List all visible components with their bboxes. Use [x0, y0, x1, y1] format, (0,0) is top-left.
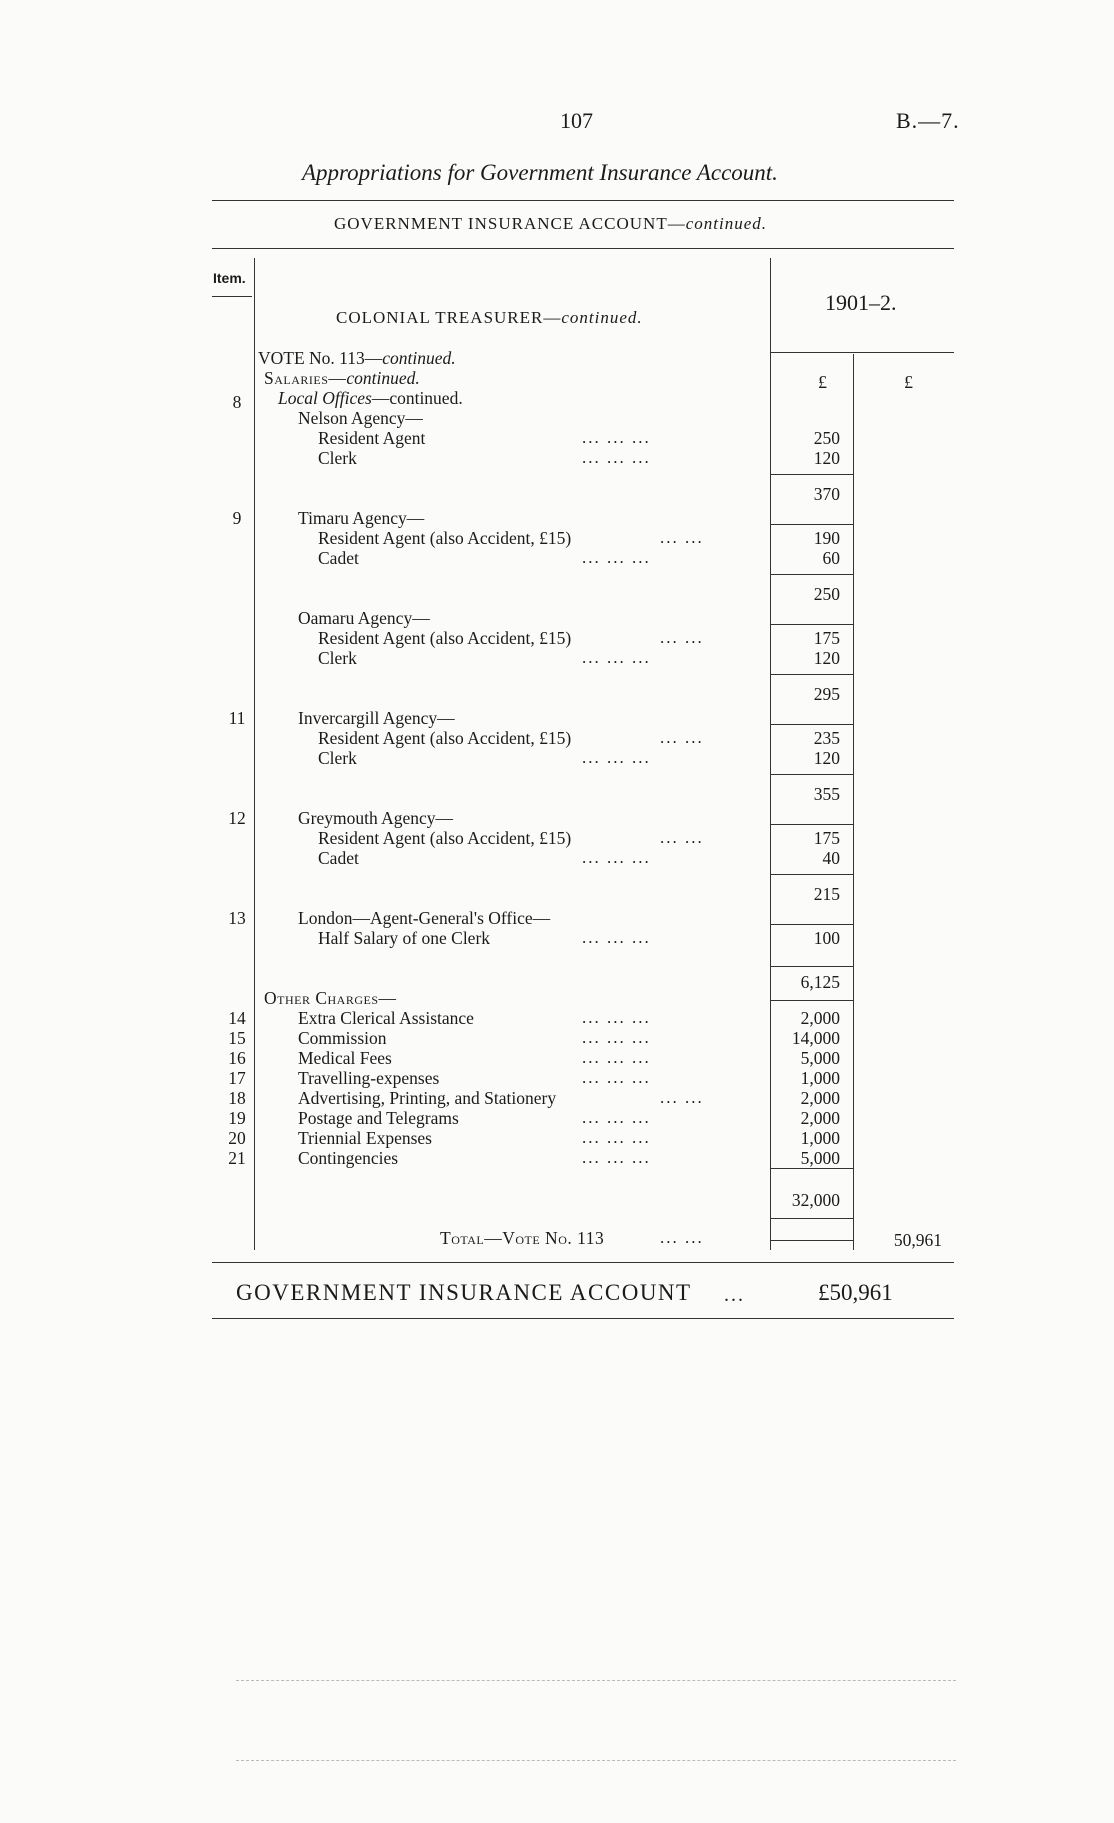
amount-rule	[770, 824, 854, 825]
grand-total-rule	[212, 1318, 954, 1319]
leader-dots: ... ... ...	[582, 1028, 651, 1047]
item-number: 8	[232, 392, 242, 412]
line-label: Resident Agent (also Accident, £15)	[318, 528, 572, 548]
item-number: 21	[228, 1148, 246, 1168]
grand-total-dots: ...	[724, 1284, 745, 1306]
item-number: 15	[228, 1028, 246, 1048]
item-number: 14	[228, 1008, 246, 1028]
local-offices-italic: Local Offices	[278, 388, 372, 408]
amount-rule	[770, 924, 854, 925]
amount-rule	[770, 524, 854, 525]
leader-dots: ... ... ...	[582, 428, 651, 447]
charge-amount: 14,000	[791, 1028, 840, 1048]
total-vote-dots: ... ...	[660, 1228, 704, 1247]
item-number: 11	[228, 708, 246, 728]
charge-amount: 1,000	[800, 1128, 840, 1148]
page-title: Appropriations for Government Insurance Account.	[302, 160, 778, 185]
line-label: Clerk	[318, 648, 357, 668]
colonial-treasurer-heading	[336, 308, 643, 328]
charge-amount: 5,000	[800, 1148, 840, 1168]
subtotal-rule	[770, 874, 854, 875]
line-label: Resident Agent	[318, 428, 426, 448]
charge-label: Medical Fees	[298, 1048, 392, 1068]
item-number: 9	[232, 508, 242, 528]
agency-subtotal: 250	[813, 584, 840, 604]
leader-dots: ... ... ...	[582, 548, 651, 567]
currency-symbol-col1: £	[818, 372, 827, 392]
salaries-heading	[264, 368, 420, 389]
item-number: 18	[228, 1088, 246, 1108]
amount-rule	[770, 624, 854, 625]
grand-total-label: GOVERNMENT INSURANCE ACCOUNT	[236, 1280, 692, 1305]
subtotal-rule	[770, 574, 854, 575]
line-label: Resident Agent (also Accident, £15)	[318, 628, 572, 648]
charge-label: Contingencies	[298, 1148, 399, 1168]
line-label: Clerk	[318, 748, 357, 768]
line-amount: 175	[813, 828, 840, 848]
scan-artifact-line	[236, 1680, 956, 1681]
section-subheading	[334, 214, 767, 234]
line-label: Cadet	[318, 548, 359, 568]
item-column-header: Item.	[213, 270, 246, 286]
subtotal-rule	[770, 674, 854, 675]
salaries-italic: continued.	[346, 368, 420, 388]
subtotal-rule	[770, 474, 854, 475]
item-number: 20	[228, 1128, 246, 1148]
charge-amount: 1,000	[800, 1068, 840, 1088]
amount-rule	[770, 724, 854, 725]
agency-name: Nelson Agency—	[298, 408, 423, 428]
subheading-italic: continued.	[685, 214, 767, 233]
currency-symbol-col2: £	[904, 372, 913, 392]
subheading-main: GOVERNMENT INSURANCE ACCOUNT—	[334, 214, 686, 233]
leader-dots: ... ... ...	[582, 1148, 651, 1167]
item-number: 17	[228, 1068, 246, 1088]
item-number: 16	[228, 1048, 246, 1068]
vote-main: VOTE No. 113—	[258, 348, 383, 368]
line-label: Half Salary of one Clerk	[318, 928, 491, 948]
salaries-main: Salaries—	[264, 368, 347, 388]
document-reference: B.—7.	[896, 108, 960, 133]
charge-amount: 2,000	[800, 1088, 840, 1108]
charge-label: Travelling-expenses	[298, 1068, 440, 1088]
charge-label: Commission	[298, 1028, 387, 1048]
vote-italic: continued.	[382, 348, 456, 368]
vote-heading	[258, 348, 456, 369]
other-charges-label: Other Charges—	[264, 988, 397, 1008]
leader-dots: ... ... ...	[582, 1128, 651, 1147]
colonial-italic: continued.	[561, 308, 643, 327]
agency-name: Invercargill Agency—	[298, 708, 455, 728]
scan-artifact-line	[236, 1760, 956, 1761]
charge-label: Postage and Telegrams	[298, 1108, 459, 1128]
year-header-rule	[770, 352, 954, 353]
salaries-total: 6,125	[800, 972, 840, 992]
leader-dots: ... ...	[660, 1088, 704, 1107]
colonial-main: COLONIAL TREASURER—	[336, 308, 562, 327]
agency-subtotal: 295	[813, 684, 840, 704]
line-amount: 250	[813, 428, 840, 448]
line-label: Resident Agent (also Accident, £15)	[318, 728, 572, 748]
leader-dots: ... ...	[660, 628, 704, 647]
local-offices-heading	[278, 388, 463, 409]
item-header-underline	[212, 296, 252, 297]
leader-dots: ... ... ...	[582, 448, 651, 467]
leader-dots: ... ... ...	[582, 648, 651, 667]
salaries-total-rule-top	[770, 966, 854, 967]
line-amount: 120	[813, 748, 840, 768]
item-column-divider	[254, 258, 255, 1250]
agency-subtotal: 370	[813, 484, 840, 504]
agency-subtotal: 355	[813, 784, 840, 804]
leader-dots: ... ... ...	[582, 1068, 651, 1087]
local-offices-main: —continued.	[371, 388, 463, 408]
line-label: Cadet	[318, 848, 359, 868]
leader-dots: ... ...	[660, 828, 704, 847]
agency-name: London—Agent-General's Office—	[298, 908, 551, 928]
item-number: 13	[228, 908, 246, 928]
line-label: Clerk	[318, 448, 357, 468]
line-amount: 100	[813, 928, 840, 948]
other-charges-heading	[264, 988, 397, 1009]
other-charges-rule-top	[770, 1168, 854, 1169]
leader-dots: ... ... ...	[582, 928, 651, 947]
line-amount: 40	[822, 848, 840, 868]
agency-name: Oamaru Agency—	[298, 608, 430, 628]
other-charges-total: 32,000	[791, 1190, 840, 1210]
item-number: 12	[228, 808, 246, 828]
charge-label: Triennial Expenses	[298, 1128, 432, 1148]
line-amount: 120	[813, 648, 840, 668]
line-amount: 60	[822, 548, 840, 568]
item-number: 19	[228, 1108, 246, 1128]
leader-dots: ... ...	[660, 528, 704, 547]
charge-amount: 2,000	[800, 1108, 840, 1128]
grand-total-amount: £50,961	[818, 1280, 893, 1305]
agency-name: Timaru Agency—	[298, 508, 425, 528]
leader-dots: ... ... ...	[582, 748, 651, 767]
total-vote-text: Total—Vote No. 113	[440, 1228, 605, 1248]
other-charges-rule-bottom	[770, 1218, 854, 1219]
line-label: Resident Agent (also Accident, £15)	[318, 828, 572, 848]
charge-amount: 2,000	[800, 1008, 840, 1028]
page-number: 107	[560, 108, 593, 133]
table-bottom-rule	[212, 1262, 954, 1263]
agency-subtotal: 215	[813, 884, 840, 904]
charge-label: Advertising, Printing, and Stationery	[298, 1088, 557, 1108]
leader-dots: ... ...	[660, 728, 704, 747]
rule-under-title	[212, 200, 954, 201]
charge-amount: 5,000	[800, 1048, 840, 1068]
subtotal-rule	[770, 774, 854, 775]
leader-dots: ... ... ...	[582, 1108, 651, 1127]
fiscal-year-header: 1901–2.	[825, 290, 897, 315]
line-amount: 190	[813, 528, 840, 548]
charge-label: Extra Clerical Assistance	[298, 1008, 474, 1028]
line-amount: 120	[813, 448, 840, 468]
rule-under-subheading	[212, 248, 954, 249]
leader-dots: ... ... ...	[582, 848, 651, 867]
line-amount: 235	[813, 728, 840, 748]
line-amount: 175	[813, 628, 840, 648]
total-vote-label	[440, 1228, 604, 1249]
leader-dots: ... ... ...	[582, 1048, 651, 1067]
agency-name: Greymouth Agency—	[298, 808, 454, 828]
total-vote-amount: 50,961	[893, 1230, 942, 1250]
salaries-total-rule-bottom	[770, 1000, 854, 1001]
total-column-divider	[853, 354, 854, 1250]
leader-dots: ... ... ...	[582, 1008, 651, 1027]
total-vote-rule	[770, 1240, 854, 1241]
